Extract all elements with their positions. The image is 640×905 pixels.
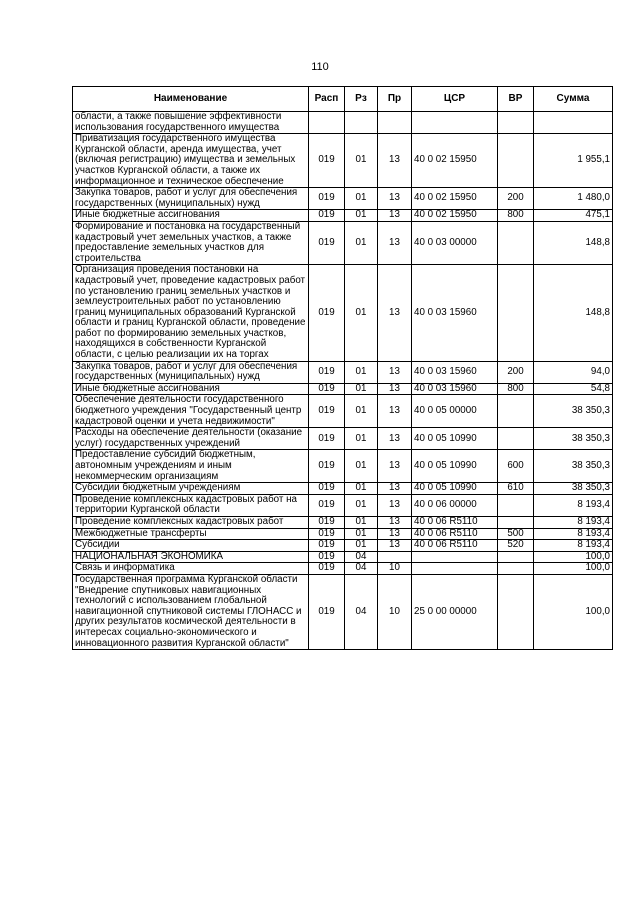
- table-row: [73, 134, 613, 188]
- cell-rasp: 019: [309, 265, 345, 361]
- cell-rasp: 019: [309, 210, 345, 222]
- cell-name: Иные бюджетные ассигнования: [73, 383, 309, 395]
- cell-name: Проведение комплексных кадастровых работ на территории Курганской области: [73, 494, 309, 516]
- cell-name: Субсидии: [73, 540, 309, 552]
- cell-name: Государственная программа Курганской области "Внедрение спутниковых навигационных технологий с использованием глобальной навигационной спутниковой системы ГЛОНАСС и других результатов космической деятельности в интересах социально-экономического и инновационного развития Курганской области": [73, 574, 309, 649]
- cell-csr: 40 0 03 15960: [412, 383, 498, 395]
- cell-sum: 100,0: [534, 563, 613, 575]
- cell-csr: 40 0 02 15950: [412, 134, 498, 188]
- cell-vr: 800: [498, 383, 534, 395]
- cell-pr: 10: [378, 574, 412, 649]
- cell-vr: [498, 265, 534, 361]
- cell-csr: 40 0 05 00000: [412, 395, 498, 428]
- cell-csr: 40 0 06 R5110: [412, 540, 498, 552]
- cell-rz: 01: [345, 450, 378, 483]
- cell-rasp: 019: [309, 528, 345, 540]
- cell-csr: [412, 112, 498, 134]
- cell-name: Связь и информатика: [73, 563, 309, 575]
- cell-name: Расходы на обеспечение деятельности (оказание услуг) государственных учреждений: [73, 428, 309, 450]
- cell-rz: 01: [345, 528, 378, 540]
- cell-sum: 38 350,3: [534, 483, 613, 495]
- page-number: 110: [311, 61, 329, 73]
- cell-rasp: 019: [309, 361, 345, 383]
- cell-rz: 01: [345, 361, 378, 383]
- cell-sum: 1 480,0: [534, 188, 613, 210]
- table-row: [73, 188, 613, 210]
- cell-pr: 13: [378, 540, 412, 552]
- cell-rz: 01: [345, 265, 378, 361]
- cell-vr: [498, 563, 534, 575]
- cell-vr: [498, 221, 534, 264]
- cell-vr: [498, 516, 534, 528]
- cell-pr: 10: [378, 563, 412, 575]
- table-row: [73, 428, 613, 450]
- table-row: [73, 483, 613, 495]
- cell-vr: [498, 134, 534, 188]
- cell-name: Организация проведения постановки на кадастровый учет, проведение кадастровых работ по установлению границ земельных участков и землеустроительных работ по установлению границ муниципальных образований Курганской области и границ Курганской области, проведение работ по формированию земельных участков, находящихся в собственности Курганской области, с целью реализации их на торгах: [73, 265, 309, 361]
- cell-name: области, а также повышение эффективности использования государственного имущества: [73, 112, 309, 134]
- table-row: [73, 112, 613, 134]
- cell-csr: 40 0 06 00000: [412, 494, 498, 516]
- cell-sum: 94,0: [534, 361, 613, 383]
- cell-rasp: 019: [309, 134, 345, 188]
- cell-name: Приватизация государственного имущества Курганской области, аренда имущества, учет (включая регистрацию) имущества и земельных участков Курганской области, а также их информационное и техническое обеспечение: [73, 134, 309, 188]
- cell-pr: 13: [378, 134, 412, 188]
- cell-rasp: 019: [309, 395, 345, 428]
- cell-pr: 13: [378, 450, 412, 483]
- cell-rasp: 019: [309, 516, 345, 528]
- cell-vr: [498, 112, 534, 134]
- cell-rz: 01: [345, 395, 378, 428]
- cell-vr: 800: [498, 210, 534, 222]
- cell-pr: 13: [378, 210, 412, 222]
- cell-vr: 500: [498, 528, 534, 540]
- table-row: [73, 265, 613, 361]
- cell-rz: 01: [345, 134, 378, 188]
- cell-rz: 01: [345, 210, 378, 222]
- cell-name: Предоставление субсидий бюджетным, автономным учреждениям и иным некоммерческим организациям: [73, 450, 309, 483]
- cell-csr: 40 0 03 15960: [412, 361, 498, 383]
- cell-sum: 54,8: [534, 383, 613, 395]
- header-vr: ВР: [498, 87, 534, 112]
- cell-rasp: 019: [309, 483, 345, 495]
- cell-sum: 148,8: [534, 265, 613, 361]
- cell-sum: 8 193,4: [534, 540, 613, 552]
- cell-sum: 38 350,3: [534, 395, 613, 428]
- cell-rz: 01: [345, 516, 378, 528]
- cell-pr: 13: [378, 494, 412, 516]
- cell-pr: 13: [378, 265, 412, 361]
- cell-rasp: 019: [309, 428, 345, 450]
- cell-sum: 148,8: [534, 221, 613, 264]
- table-row: [73, 528, 613, 540]
- cell-sum: 8 193,4: [534, 528, 613, 540]
- cell-vr: 520: [498, 540, 534, 552]
- header-rz: Рз: [345, 87, 378, 112]
- cell-rz: 01: [345, 494, 378, 516]
- cell-name: Иные бюджетные ассигнования: [73, 210, 309, 222]
- cell-pr: 13: [378, 483, 412, 495]
- cell-vr: [498, 494, 534, 516]
- cell-name: Формирование и постановка на государственный кадастровый учет земельных участков, а также предоставление земельных участков для строительства: [73, 221, 309, 264]
- cell-csr: 40 0 05 10990: [412, 450, 498, 483]
- cell-pr: 13: [378, 383, 412, 395]
- header-csr: ЦСР: [412, 87, 498, 112]
- cell-pr: 13: [378, 361, 412, 383]
- cell-sum: 38 350,3: [534, 428, 613, 450]
- cell-rasp: 019: [309, 563, 345, 575]
- cell-vr: 200: [498, 361, 534, 383]
- cell-vr: 200: [498, 188, 534, 210]
- cell-rasp: 019: [309, 221, 345, 264]
- cell-pr: 13: [378, 428, 412, 450]
- cell-name: Обеспечение деятельности государственного бюджетного учреждения "Государственный центр кадастровой оценки и учета недвижимости": [73, 395, 309, 428]
- cell-rasp: 019: [309, 574, 345, 649]
- cell-name: Проведение комплексных кадастровых работ: [73, 516, 309, 528]
- cell-rasp: 019: [309, 494, 345, 516]
- cell-rz: 01: [345, 221, 378, 264]
- cell-name: Субсидии бюджетным учреждениям: [73, 483, 309, 495]
- cell-vr: [498, 574, 534, 649]
- table-row: [73, 551, 613, 563]
- cell-csr: [412, 551, 498, 563]
- header-name: Наименование: [73, 87, 309, 112]
- cell-sum: 38 350,3: [534, 450, 613, 483]
- cell-sum: 100,0: [534, 551, 613, 563]
- cell-csr: 40 0 05 10990: [412, 428, 498, 450]
- cell-rz: 01: [345, 428, 378, 450]
- cell-name: Закупка товаров, работ и услуг для обеспечения государственных (муниципальных) нужд: [73, 188, 309, 210]
- cell-rz: [345, 112, 378, 134]
- cell-pr: 13: [378, 528, 412, 540]
- table-row: [73, 450, 613, 483]
- cell-csr: 40 0 03 15960: [412, 265, 498, 361]
- header-rasp: Расп: [309, 87, 345, 112]
- cell-vr: 610: [498, 483, 534, 495]
- cell-sum: 8 193,4: [534, 516, 613, 528]
- cell-vr: [498, 428, 534, 450]
- cell-rasp: 019: [309, 383, 345, 395]
- cell-rz: 01: [345, 483, 378, 495]
- cell-sum: 1 955,1: [534, 134, 613, 188]
- cell-pr: 13: [378, 395, 412, 428]
- cell-rz: 01: [345, 540, 378, 552]
- table-row: [73, 494, 613, 516]
- cell-rasp: 019: [309, 540, 345, 552]
- cell-rasp: [309, 112, 345, 134]
- cell-csr: 40 0 06 R5110: [412, 516, 498, 528]
- header-pr: Пр: [378, 87, 412, 112]
- table-header-row: [73, 87, 613, 112]
- cell-sum: 100,0: [534, 574, 613, 649]
- table-row: [73, 395, 613, 428]
- table-row: [73, 361, 613, 383]
- table-row: [73, 516, 613, 528]
- cell-rz: 01: [345, 383, 378, 395]
- cell-pr: 13: [378, 516, 412, 528]
- cell-rasp: 019: [309, 450, 345, 483]
- cell-sum: 8 193,4: [534, 494, 613, 516]
- cell-csr: 25 0 00 00000: [412, 574, 498, 649]
- table-row: [73, 540, 613, 552]
- header-sum: Сумма: [534, 87, 613, 112]
- cell-name: Закупка товаров, работ и услуг для обеспечения государственных (муниципальных) нужд: [73, 361, 309, 383]
- cell-csr: 40 0 02 15950: [412, 188, 498, 210]
- budget-table: [72, 86, 613, 650]
- cell-name: НАЦИОНАЛЬНАЯ ЭКОНОМИКА: [73, 551, 309, 563]
- table-row: [73, 383, 613, 395]
- cell-csr: 40 0 05 10990: [412, 483, 498, 495]
- cell-rz: 04: [345, 574, 378, 649]
- cell-pr: 13: [378, 188, 412, 210]
- table-row: [73, 563, 613, 575]
- cell-sum: [534, 112, 613, 134]
- cell-vr: [498, 551, 534, 563]
- cell-csr: 40 0 02 15950: [412, 210, 498, 222]
- cell-csr: [412, 563, 498, 575]
- cell-name: Межбюджетные трансферты: [73, 528, 309, 540]
- cell-rz: 04: [345, 563, 378, 575]
- cell-vr: 600: [498, 450, 534, 483]
- cell-csr: 40 0 06 R5110: [412, 528, 498, 540]
- cell-sum: 475,1: [534, 210, 613, 222]
- cell-pr: [378, 112, 412, 134]
- table-row: [73, 210, 613, 222]
- cell-rz: 01: [345, 188, 378, 210]
- table-body: [73, 112, 613, 650]
- cell-rasp: 019: [309, 188, 345, 210]
- cell-rz: 04: [345, 551, 378, 563]
- cell-vr: [498, 395, 534, 428]
- cell-rasp: 019: [309, 551, 345, 563]
- cell-csr: 40 0 03 00000: [412, 221, 498, 264]
- table-row: [73, 574, 613, 649]
- cell-pr: [378, 551, 412, 563]
- table-row: [73, 221, 613, 264]
- cell-pr: 13: [378, 221, 412, 264]
